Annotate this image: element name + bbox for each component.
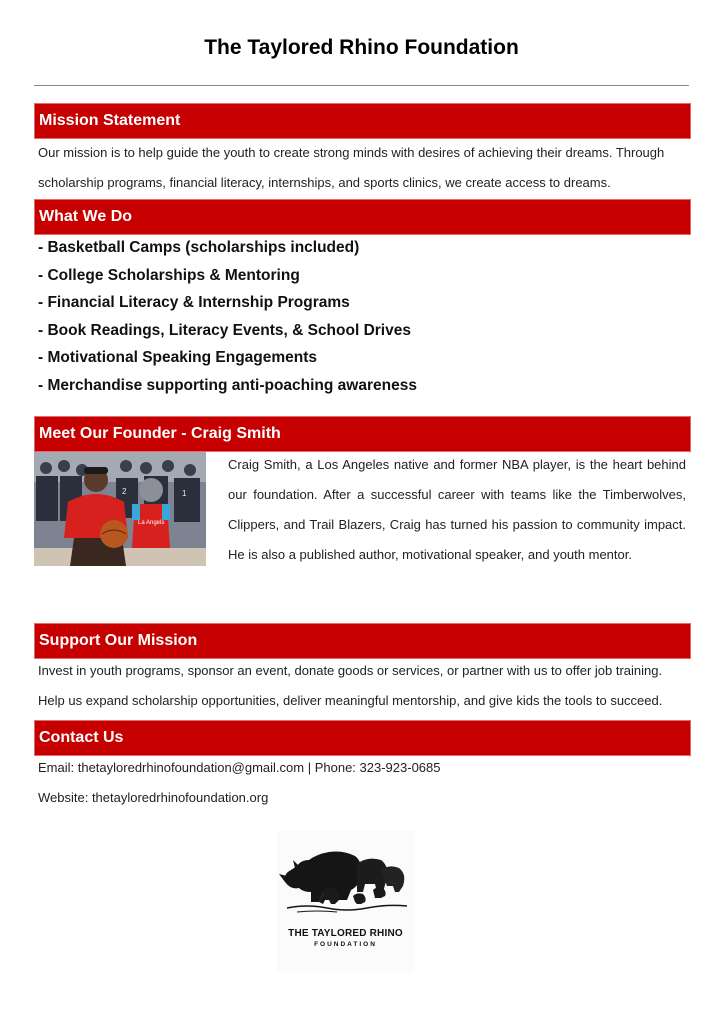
list-item: - Basketball Camps (scholarships included) xyxy=(38,239,360,256)
support-heading: Support Our Mission xyxy=(34,623,691,659)
founder-bio: Craig Smith, a Los Angeles native and former NBA player, is the heart behind our foundation. After a successful career with teams like the Timberwolves, Clippers, and Trail Blazers, Craig has turned his passion to community impact. He is also a published author, motivational speaker, and youth mentor. xyxy=(228,457,686,562)
founder-photo xyxy=(34,452,206,566)
mission-heading: Mission Statement xyxy=(34,103,691,139)
what-we-do-heading: What We Do xyxy=(34,199,691,235)
list-item: - College Scholarships & Mentoring xyxy=(38,266,300,284)
support-text xyxy=(38,656,688,716)
contact-heading: Contact Us xyxy=(34,720,691,756)
svg-text:La Angels: La Angels xyxy=(138,520,165,526)
list-item: - Book Readings, Literacy Events, & School Drives xyxy=(38,321,411,339)
rhino-herd-icon xyxy=(277,830,414,928)
support-line-2: Help us expand scholarship opportunities, deliver meaningful mentorship, and give kids the tools to succeed. xyxy=(38,693,663,708)
contact-website: Website: thetayloredrhinofoundation.org xyxy=(38,790,269,805)
services-list xyxy=(38,234,417,399)
svg-text:2: 2 xyxy=(122,487,127,496)
logo-name: THE TAYLORED RHINO xyxy=(288,928,403,939)
list-item: - Financial Literacy & Internship Programs xyxy=(38,294,350,311)
title-divider xyxy=(34,85,689,86)
logo-subtitle: FOUNDATION xyxy=(314,941,377,948)
page-title: The Taylored Rhino Foundation xyxy=(204,36,519,59)
founder-heading: Meet Our Founder - Craig Smith xyxy=(34,416,691,452)
mission-line-1: Our mission is to help guide the youth to create strong minds with desires of achieving their dreams. Through xyxy=(38,145,665,160)
list-item: - Motivational Speaking Engagements xyxy=(38,349,318,366)
mission-line-2: scholarship programs, financial literacy, internships, and sports clinics, we create access to dreams. xyxy=(38,175,611,190)
mission-text xyxy=(38,138,688,198)
founder-photo-illustration xyxy=(34,452,206,566)
contact-info xyxy=(38,753,688,813)
list-item: - Merchandise supporting anti-poaching awareness xyxy=(38,376,417,394)
foundation-logo xyxy=(277,830,414,972)
svg-text:1: 1 xyxy=(182,489,187,498)
contact-email-phone: Email: thetayloredrhinofoundation@gmail.com | Phone: 323-923-0685 xyxy=(38,760,441,775)
support-line-1: Invest in youth programs, sponsor an event, donate goods or services, or partner with us to offer job training. xyxy=(38,663,663,678)
